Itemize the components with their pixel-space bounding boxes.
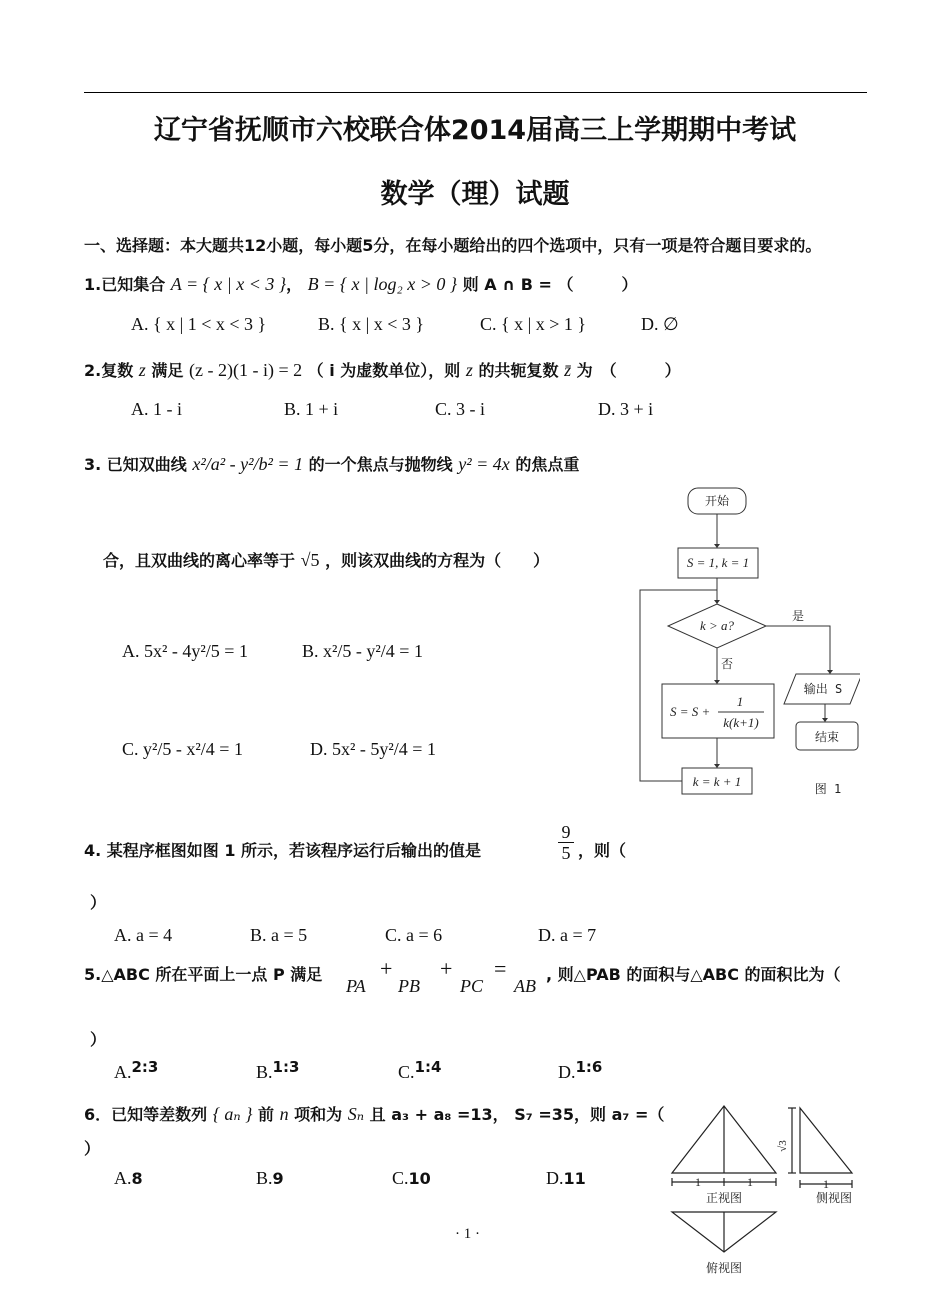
- header-rule: [84, 92, 867, 93]
- fc-init-label: S = 1, k = 1: [686, 555, 750, 570]
- q2-stem: [84, 358, 681, 381]
- q5-option-c-value: 1:4: [414, 1058, 442, 1076]
- q5-option-c-letter: C.: [398, 1062, 415, 1082]
- q4-frac-num: 9: [561, 822, 571, 842]
- q1-option-b: B. { x | x < 3 }: [318, 314, 425, 334]
- page-number: · 1 ·: [455, 1226, 480, 1242]
- q2-mid: 满足: [151, 361, 184, 380]
- q6-a7: a₇ =（: [611, 1105, 665, 1124]
- q5-text: 5.△ABC 所在平面上一点 P 满足: [84, 965, 323, 984]
- q2-end: 为 （ ）: [576, 361, 681, 380]
- q6-option-a-letter: A.: [114, 1168, 132, 1188]
- q5-option-d: [558, 1058, 603, 1083]
- q6-stem: [84, 1102, 664, 1125]
- q6-option-b-value: 9: [272, 1169, 284, 1188]
- fc-start-label: 开始: [704, 494, 730, 508]
- q5-option-b: [256, 1058, 300, 1083]
- q5-tail: , 则△PAB 的面积与△ABC 的面积比为（: [546, 965, 841, 984]
- q2-option-d: D. 3 + i: [598, 399, 654, 419]
- q5-option-c: [398, 1058, 442, 1083]
- q6-s7: S₇ =35，则: [514, 1105, 606, 1124]
- fc-update-s-num: 1: [736, 694, 744, 709]
- q6-option-b-letter: B.: [256, 1168, 273, 1188]
- q6-an: { aₙ }: [212, 1104, 253, 1124]
- section-heading: 一、选择题：本大题共12小题，每小题5分，在每小题给出的四个选项中，只有一项是符合题目要求的。: [84, 236, 822, 255]
- q2-tail: 的共轭复数: [478, 361, 559, 380]
- fc-update-s-den: k(k+1): [723, 715, 759, 730]
- three-views-figure: [660, 1100, 870, 1280]
- q6-a3a8: a₃ + a₈ =13，: [391, 1105, 509, 1124]
- q2-prefix: 2.复数: [84, 361, 134, 380]
- side-view-triangle: [800, 1108, 852, 1173]
- q3-line2: [103, 548, 549, 571]
- q6-option-d: [546, 1168, 586, 1189]
- q5-option-b-value: 1:3: [272, 1058, 300, 1076]
- fc-no-label: 否: [721, 657, 734, 671]
- q1-option-c: C. { x | x > 1 }: [480, 314, 587, 334]
- q6-option-d-value: 11: [563, 1169, 586, 1188]
- q3-prefix: 3. 已知双曲线: [84, 455, 187, 474]
- fc-update-k-label: k = k + 1: [692, 774, 742, 789]
- q2-note: （ i 为虚数单位），则: [307, 361, 461, 380]
- q6-option-b: [256, 1168, 284, 1189]
- q4-option-c: C. a = 6: [385, 925, 443, 945]
- q1-option-d: D. ∅: [641, 314, 679, 334]
- side-view-label: 侧视图: [815, 1191, 853, 1205]
- q6-option-c-letter: C.: [392, 1168, 409, 1188]
- flowchart-figure: [630, 480, 860, 805]
- q5-paren: ）: [90, 1030, 107, 1049]
- q5-plus-2: +: [440, 956, 453, 981]
- fc-end-label: 结束: [814, 730, 840, 744]
- side-dim-sqrt3: √3: [777, 1140, 789, 1152]
- q1-prefix: 1.已知集合: [84, 275, 166, 294]
- q3-mid: 的一个焦点与抛物线: [308, 455, 453, 474]
- q1-option-a: A. { x | 1 < x < 3 }: [131, 314, 267, 334]
- q3-parabola: y² = 4x: [458, 454, 510, 474]
- q2-z2: z: [465, 360, 473, 380]
- q6-option-c: [392, 1168, 431, 1189]
- q6-cond1: 且: [369, 1105, 386, 1124]
- fc-update-s-prefix: S = S +: [670, 704, 711, 719]
- q4-stem: [84, 838, 481, 861]
- q2-zbar: z̄: [564, 360, 572, 380]
- q2-option-b: B. 1 + i: [284, 399, 339, 419]
- q3-option-c: C. y²/5 - x²/4 = 1: [122, 739, 243, 759]
- q2-equation: (z - 2)(1 - i) = 2: [188, 360, 303, 380]
- q6-text: 6．已知等差数列: [84, 1105, 208, 1124]
- q6-mid2: 项和为: [294, 1105, 343, 1124]
- q6-option-a-value: 8: [131, 1169, 143, 1188]
- q4-option-a: A. a = 4: [114, 925, 173, 945]
- q5-option-a-letter: A.: [114, 1062, 132, 1082]
- q5-option-a: [114, 1058, 159, 1083]
- q2-z: z: [138, 360, 146, 380]
- top-view-label: 俯视图: [705, 1261, 743, 1275]
- q6-n: n: [279, 1104, 289, 1124]
- q6-sn: Sₙ: [347, 1104, 365, 1124]
- front-dim-1a: 1: [695, 1175, 701, 1189]
- q6-mid: 前: [258, 1105, 275, 1124]
- q5-vec-pb: PB: [398, 976, 420, 996]
- q3-line2-text: 合，且双曲线的离心率等于: [103, 551, 296, 570]
- page-title: 辽宁省抚顺市六校联合体2014届高三上学期期中考试: [153, 115, 797, 146]
- q6-paren: ）: [84, 1139, 101, 1158]
- q1-ask: 则 A ∩ B = （ ）: [462, 275, 638, 294]
- q4-fraction: [558, 822, 574, 863]
- fc-caption: 图 1: [814, 782, 842, 796]
- q3-line2-tail: ，则该双曲线的方程为（ ）: [325, 551, 550, 570]
- q5-option-a-value: 2:3: [131, 1058, 159, 1076]
- q3-option-b: B. x²/5 - y²/4 = 1: [302, 641, 423, 661]
- q5-option-b-letter: B.: [256, 1062, 273, 1082]
- side-dim-1: 1: [823, 1177, 829, 1191]
- q3-option-d: D. 5x² - 5y²/4 = 1: [310, 739, 436, 759]
- q6-option-d-letter: D.: [546, 1168, 564, 1188]
- q4-option-d: D. a = 7: [538, 925, 597, 945]
- page-subtitle: 数学（理）试题: [380, 179, 570, 210]
- q2-option-c: C. 3 - i: [435, 399, 486, 419]
- q5-vec-pa: PA: [346, 976, 366, 996]
- front-view-label: 正视图: [705, 1191, 743, 1205]
- fc-cond-label: k > a?: [699, 618, 735, 633]
- fc-yes-label: 是: [792, 609, 805, 623]
- q5-option-d-value: 1:6: [575, 1058, 603, 1076]
- q1-set-b: B = { x | log₂ x > 0 }: [307, 274, 458, 294]
- q2-option-a: A. 1 - i: [131, 399, 182, 419]
- q4-text: 4. 某程序框图如图 1 所示，若该程序运行后输出的值是: [84, 841, 482, 860]
- q1-set-a: A = { x | x < 3 }: [170, 274, 287, 294]
- q5-option-d-letter: D.: [558, 1062, 576, 1082]
- q4-frac-den: 5: [558, 842, 574, 863]
- q6-option-a: [114, 1168, 143, 1189]
- q4-paren: ）: [90, 893, 107, 912]
- q6-option-c-value: 10: [408, 1169, 431, 1188]
- q5-plus-1: +: [380, 956, 393, 981]
- q4-tail: ，则（: [578, 841, 627, 860]
- q3-hyperbola: x²/a² - y²/b² = 1: [192, 454, 304, 474]
- q5-vec-ab: AB: [514, 976, 536, 996]
- q3-tail: 的焦点重: [515, 455, 580, 474]
- front-dim-1b: 1: [747, 1175, 753, 1189]
- q5-vec-pc: PC: [460, 976, 484, 996]
- q3-line1: [84, 452, 579, 475]
- q1-stem: 1.已知集合 A = { x | x < 3 }， B = { x | log₂ x > 0 } 则 A ∩ B = （ ）: [84, 274, 638, 294]
- q4-option-b: B. a = 5: [250, 925, 308, 945]
- fc-output-label: 输出 S: [803, 682, 843, 696]
- q3-option-a: A. 5x² - 4y²/5 = 1: [122, 641, 248, 661]
- q5-equals: =: [494, 956, 507, 981]
- q3-sqrt5: √5: [300, 550, 320, 570]
